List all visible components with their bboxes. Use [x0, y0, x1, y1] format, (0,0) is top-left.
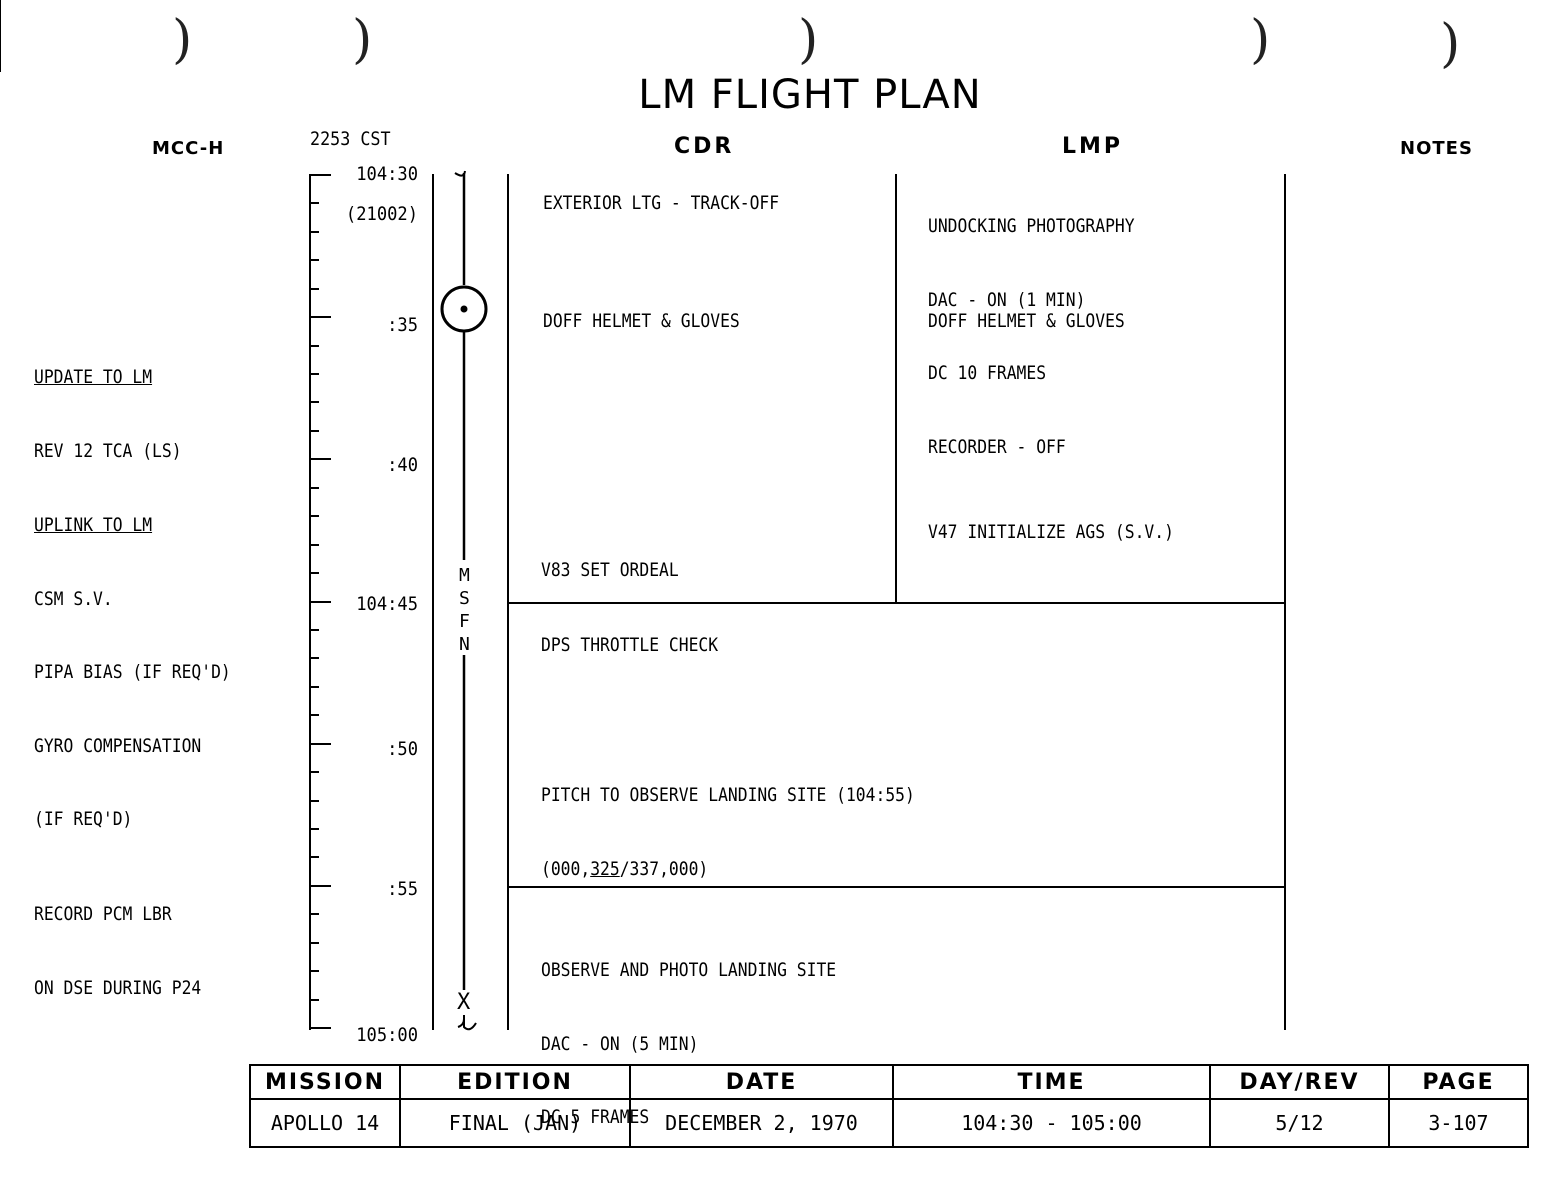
footer-header-time: TIME [893, 1065, 1210, 1099]
footer-time: 104:30 - 105:00 [893, 1099, 1210, 1147]
ruler-tick [309, 259, 319, 261]
time-label-104-45: 104:45 [356, 593, 418, 615]
binder-hole-mark: ) [1250, 10, 1271, 70]
lmp-undock-line: DC 10 FRAMES [928, 362, 1047, 384]
mcc-record-block [34, 853, 201, 1025]
ruler-tick [309, 942, 319, 944]
footer-edition: FINAL (JAN) [400, 1099, 630, 1147]
footer-table [249, 1064, 1529, 1148]
ruler-tick [309, 430, 319, 432]
mcc-uplink-line: PIPA BIAS (IF REQ'D) [34, 661, 231, 683]
time-label-35: :35 [387, 314, 418, 336]
cdr-v83: V83 SET ORDEAL [541, 559, 679, 581]
lmp-header: LMP [1062, 134, 1124, 159]
ruler-tick [309, 999, 319, 1001]
attitude-line [541, 857, 915, 882]
lmp-undock-line: DAC - ON (1 MIN) [928, 288, 1086, 311]
footer-header-dayrev: DAY/REV [1210, 1065, 1389, 1099]
msfn-label-f: F [459, 611, 470, 632]
time-label-40: :40 [387, 454, 418, 476]
mcc-update-line: REV 12 TCA (LS) [34, 439, 182, 462]
lmp-v47: V47 INITIALIZE AGS (S.V.) [928, 521, 1174, 543]
footer-header-row [250, 1065, 1528, 1099]
ruler-tick [309, 856, 319, 858]
footer-value-row [250, 1099, 1528, 1147]
mcc-uplink-line: GYRO COMPENSATION [34, 734, 202, 757]
row-divider-104-45 [507, 602, 1286, 604]
mcc-uplink-heading: UPLINK TO LM [34, 514, 153, 536]
lmp-doff-helmet: DOFF HELMET & GLOVES [928, 310, 1125, 332]
pitch-line: PITCH TO OBSERVE LANDING SITE (104:55) [541, 784, 915, 806]
observe-line: OBSERVE AND PHOTO LANDING SITE [541, 959, 837, 981]
ruler-tick [309, 771, 319, 773]
time-label-55: :55 [387, 878, 418, 900]
mcc-update-block [34, 316, 182, 488]
binder-hole-mark: ) [352, 10, 373, 70]
footer-page: 3-107 [1389, 1099, 1528, 1147]
ruler-tick [309, 373, 319, 375]
ruler-tick [309, 487, 319, 489]
ruler-tick [309, 515, 319, 517]
ruler-tick [309, 231, 319, 233]
los-mark: X [457, 990, 471, 1015]
binder-hole-mark: ) [798, 10, 819, 70]
cdr-exterior-ltg: EXTERIOR LTG - TRACK-OFF [543, 192, 780, 214]
footer-header-page: PAGE [1389, 1065, 1528, 1099]
time-label-105-00: 105:00 [356, 1024, 418, 1046]
attitude-suffix: /337,000) [619, 857, 709, 880]
footer-mission: APOLLO 14 [250, 1099, 400, 1147]
time-label-104-30: 104:30 [356, 163, 418, 185]
pitch-block [541, 734, 915, 906]
msfn-label-n: N [459, 634, 470, 655]
msfn-label-m: M [459, 565, 470, 586]
mcc-record-line: ON DSE DURING P24 [34, 976, 202, 999]
footer-date: DECEMBER 2, 1970 [630, 1099, 893, 1147]
ruler-tick [309, 401, 319, 403]
ruler-tick [309, 202, 319, 204]
cdr-lmp-divider [895, 174, 897, 604]
cdr-doff-helmet: DOFF HELMET & GLOVES [543, 310, 740, 332]
footer-dayrev: 5/12 [1210, 1099, 1389, 1147]
lmp-undock-line: RECORDER - OFF [928, 435, 1066, 458]
dps-throttle-check: DPS THROTTLE CHECK [541, 634, 719, 656]
cst-header: 2253 CST [310, 128, 391, 150]
time-label-gmt: (21002) [345, 203, 418, 225]
time-label-50: :50 [387, 738, 418, 760]
attitude-prefix: (000, [541, 857, 591, 880]
ruler-tick [309, 345, 319, 347]
observe-line: DAC - ON (5 MIN) [541, 1032, 699, 1055]
mcc-uplink-line: (IF REQ'D) [34, 808, 133, 830]
binder-hole-mark: ) [1440, 14, 1461, 74]
page-edge-line [0, 0, 1, 72]
mcc-header: MCC-H [152, 138, 225, 159]
attitude-underlined: 325 [590, 857, 620, 880]
binder-hole-mark: ) [172, 10, 193, 70]
mcc-uplink-line: CSM S.V. [34, 587, 113, 610]
mcc-record-line: RECORD PCM LBR [34, 903, 172, 925]
ruler-tick [309, 913, 319, 915]
mcc-uplink-block [34, 464, 231, 856]
footer-header-date: DATE [630, 1065, 893, 1099]
ruler-tick [309, 828, 319, 830]
msfn-label-s: S [459, 588, 470, 609]
observe-line: DC 5 FRAMES [541, 1106, 650, 1128]
notes-header: NOTES [1400, 138, 1473, 159]
timeline-border-line [432, 174, 434, 1030]
page-title: LM FLIGHT PLAN [638, 72, 982, 118]
ruler-tick [309, 629, 319, 631]
ruler-tick [309, 686, 319, 688]
lmp-undock-line: UNDOCKING PHOTOGRAPHY [928, 215, 1135, 237]
ruler-tick [309, 970, 319, 972]
footer-header-mission: MISSION [250, 1065, 400, 1099]
cdr-header: CDR [674, 134, 735, 159]
ruler-tick [309, 657, 319, 659]
footer-header-edition: EDITION [400, 1065, 630, 1099]
ruler-tick [309, 572, 319, 574]
ruler-tick [309, 544, 319, 546]
ruler-tick [309, 714, 319, 716]
ruler-tick [309, 288, 319, 290]
mcc-update-heading: UPDATE TO LM [34, 366, 153, 388]
ruler-tick [309, 800, 319, 802]
